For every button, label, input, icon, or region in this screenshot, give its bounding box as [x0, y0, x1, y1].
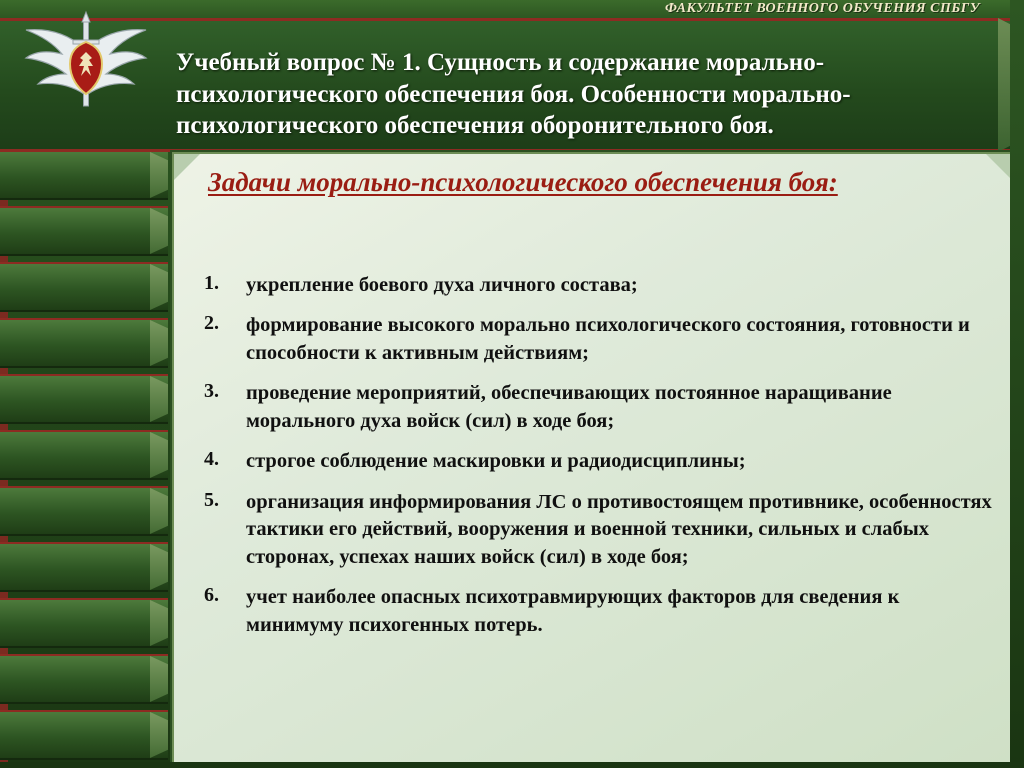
list-item — [200, 489, 1000, 571]
rail-block — [0, 710, 168, 760]
list-item — [200, 448, 1000, 475]
faculty-banner-text: ФАКУЛЬТЕТ ВОЕННОГО ОБУЧЕНИЯ СПБГУ — [664, 1, 980, 16]
right-edge-strip — [1010, 0, 1024, 768]
list-item-number: 1. — [204, 272, 219, 294]
list-item-number: 4. — [204, 448, 219, 471]
tasks-list — [200, 272, 1000, 652]
rail-block — [0, 654, 168, 704]
list-item-text: укрепление боевого духа личного состава; — [246, 274, 638, 296]
list-item-number: 3. — [204, 380, 219, 403]
rail-block — [0, 430, 168, 480]
panel-heading: Задачи морально-психологического обеспечения боя: — [208, 167, 838, 197]
list-item-text: строгое соблюдение маскировки и радиодисциплины; — [246, 450, 746, 473]
list-item-number: 2. — [204, 312, 219, 335]
rail-block — [0, 486, 168, 536]
rail-block — [0, 598, 168, 648]
bottom-edge-strip — [0, 762, 1024, 768]
left-rail — [0, 150, 172, 768]
rail-block — [0, 206, 168, 256]
rail-block — [0, 318, 168, 368]
list-item — [200, 584, 1000, 639]
list-item — [200, 312, 1000, 367]
list-item-text: учет наиболее опасных психотравмирующих факторов для сведения к минимуму психогенных потерь. — [246, 586, 900, 636]
rail-block — [0, 262, 168, 312]
list-item-number: 6. — [204, 584, 219, 607]
list-item-text: организация информирования ЛС о противостоящем противнике, особенностях тактики его действий, вооружения и военной техники, сильных и слабых сторонах, успехах наших войск (сил) в ходе боя; — [246, 490, 992, 568]
rail-block — [0, 150, 168, 200]
list-item-text: проведение мероприятий, обеспечивающих постоянное наращивание морального духа войск (сил) в ходе боя; — [246, 382, 892, 432]
list-item-number: 5. — [204, 488, 219, 511]
rail-block — [0, 374, 168, 424]
list-item-text: формирование высокого морально психологического состояния, готовности и способности к активным действиям; — [246, 314, 970, 364]
list-item — [200, 380, 1000, 435]
question-title: Сущность и содержание морально-психологического обеспечения боя. Особенности морально-психологического обеспечения оборонительного боя. — [176, 49, 851, 139]
content-panel — [172, 152, 1014, 768]
page-title — [176, 47, 1006, 142]
list-item — [200, 272, 1000, 299]
rail-block — [0, 542, 168, 592]
russian-armed-forces-emblem-icon — [18, 6, 154, 118]
question-label: Учебный вопрос № 1. — [176, 49, 421, 76]
